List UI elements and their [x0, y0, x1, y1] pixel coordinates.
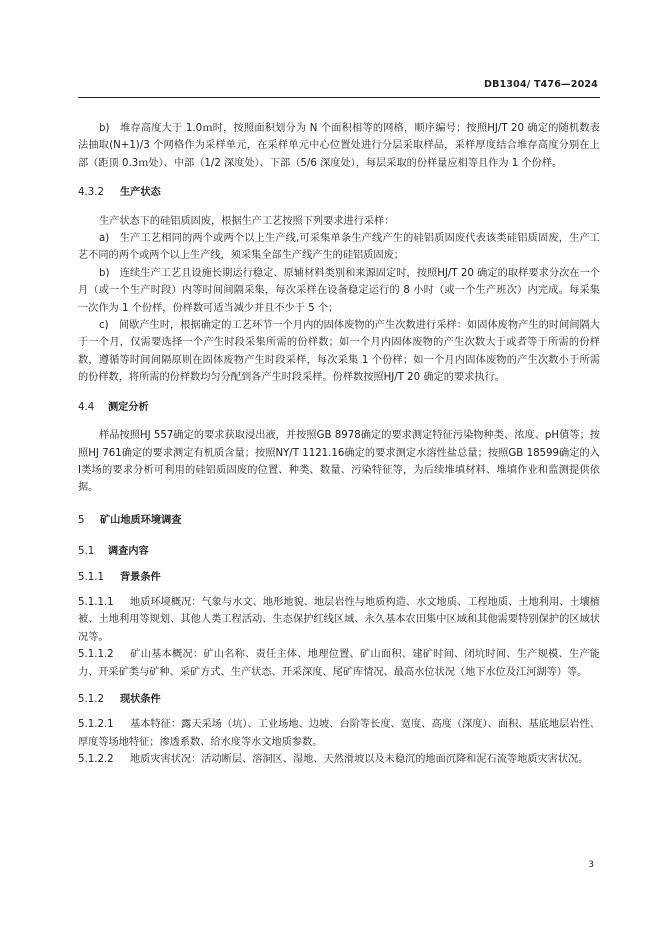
- paragraph-production-c: c) 间歇产生时，根据确定的工艺环节一个月内的固体废物的产生次数进行采样：如固体废物产生的时间间隔大于一个月，仅需要选择一个产生时段采集所需的份样数；如一个月内固体废物的产生次数大于或者等于所需的份样数，遵循等时间间隔原则在固体废物产生时段采样，每次采集 1 个份样；如一个月内固体废物的产生次数小于所需的份样数，将所需的份样数均匀分配到各产生时段采样。份样数按照HJ/T 20 确定的要求执行。: [78, 320, 600, 384]
- heading-number: 5.1.1: [78, 571, 104, 583]
- document-code-header: DB1304/ T476—2024: [484, 79, 598, 90]
- paragraph-production-intro: 生产状态下的硅铝质固废，根据生产工艺按照下列要求进行采样：: [99, 215, 395, 227]
- heading-title: 生产状态: [120, 187, 161, 199]
- heading-5-1: [78, 543, 600, 560]
- paragraph-production-a: a) 生产工艺相同的两个或两个以上生产线,可采集单条生产线产生的硅铝质固废代表该类硅铝质固废，生产工艺不同的两个或两个以上生产线，须采集全部生产线产生的硅铝质固废；: [78, 233, 600, 262]
- heading-number: 4.3.2: [78, 187, 104, 199]
- paragraph-b-stockpile-height: b) 堆存高度大于 1.0ｍ时，按照面积划分为 N 个面积相等的网格，顺序编号；按照HJ/T 20 确定的随机数表法抽取(N+1)/3 个网格作为采样单元，在采样单元中心位置处进行分层采取样品，采样厚度结合堆存高度分别在上部（距顶 0.3ｍ处）、中部（1/2 深度处）、下部（5/6 深度处），每层采取的份样量应相等且作为 1 个份样。: [78, 123, 600, 169]
- clause-number: 5.1.1.2: [78, 649, 114, 661]
- heading-4-4: [78, 399, 600, 416]
- header-rule: [78, 97, 600, 98]
- document-body: [78, 120, 600, 769]
- heading-5-1-1: [78, 569, 600, 586]
- clause-5-1-1-1: [78, 594, 600, 646]
- heading-number: 5.1.2: [78, 693, 104, 705]
- heading-title: 测定分析: [108, 401, 149, 413]
- page-number: 3: [588, 860, 594, 870]
- clause-number: 5.1.1.1: [78, 596, 114, 608]
- heading-number: 5: [78, 514, 85, 526]
- clause-text: 矿山基本概况：矿山名称、责任主体、地理位置、矿山面积、建矿时间、闭坑时间、生产规模、生产能力、开采矿类与矿种、采矿方式、生产状态、开采深度、尾矿库情况、最高水位状况（地下水位及江河湖等）等。: [78, 649, 600, 678]
- paragraph-production-b: b) 连续生产工艺且设施长期运行稳定、原辅材料类别和来源固定时，按照HJ/T 20 确定的取样要求分次在一个月（或一个生产时段）内等时间间隔采集，每次采样在设备稳定运行的 8 小时（或一个生产班次）内完成。每采集一次作为 1 个份样，份样数可适当减少并且不少于 5 个；: [78, 267, 600, 314]
- heading-5-1-2: [78, 691, 600, 708]
- clause-5-1-2-2: [78, 751, 600, 768]
- paragraph-analysis: 样品按照HJ 557确定的要求获取浸出液，并按照GB 8978确定的要求测定特征污染物种类、浓度、pH值等；按照HJ 761确定的要求测定有机质含量；按照NY/T 1121.16确定的要求测定水溶性盐总量；按照GB 18599确定的入I类场的要求分析可利用的硅铝质固废的位置、种类、数量、污染特征等，为后续堆填材料、堆填作业和监测提供依据。: [78, 430, 600, 494]
- clause-5-1-1-2: [78, 646, 600, 681]
- clause-number: 5.1.2.2: [78, 754, 114, 766]
- clause-number: 5.1.2.1: [78, 719, 114, 731]
- heading-title: 背景条件: [120, 571, 161, 583]
- heading-number: 5.1: [78, 546, 95, 558]
- heading-4-3-2: [78, 184, 600, 201]
- heading-title: 矿山地质环境调查: [100, 514, 182, 526]
- heading-title: 现状条件: [120, 693, 161, 705]
- clause-text: 地质环境概况：气象与水文、地形地貌、地层岩性与地质构造、水文地质、工程地质、土地利用、土壤植被、土地利用等规划、其他人类工程活动、生态保护红线区域、永久基本农田集中区域和其他需要特别保护的区域状况等。: [78, 596, 600, 643]
- clause-text: 基本特征：露天采场（坑）、工业场地、边坡、台阶等长度、宽度、高度（深度）、面积、基底地层岩性、厚度等场地特征；渗透系数、给水度等水文地质参数。: [78, 719, 600, 748]
- clause-5-1-2-1: [78, 716, 600, 751]
- clause-text: 地质灾害状况：活动断层、溶洞区、湿地、天然滑坡以及未稳沉的地面沉降和泥石流等地质灾害状况。: [130, 754, 589, 766]
- heading-title: 调查内容: [108, 546, 149, 558]
- heading-number: 4.4: [78, 401, 95, 413]
- heading-5: [78, 512, 600, 529]
